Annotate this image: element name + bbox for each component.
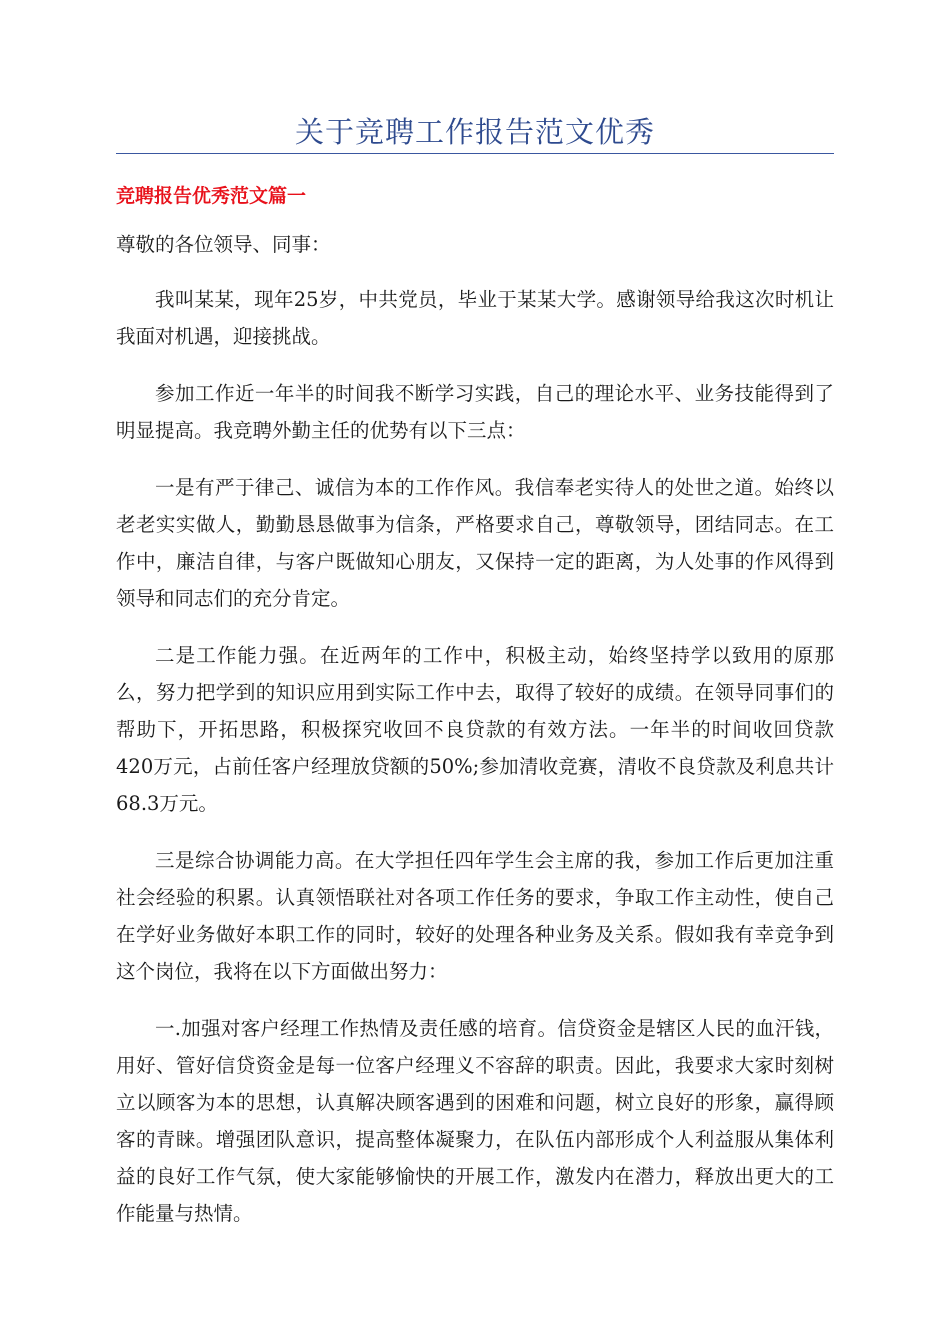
paragraph-point-one: 一是有严于律己、诚信为本的工作作风。我信奉老实待人的处世之道。始终以老老实实做人，勤勤恳恳做事为信条，严格要求自己，尊敬领导，团结同志。在工作中，廉洁自律，与客户既做知心朋友，又保持一定的距离，为人处事的作风得到领导和同志们的充分肯定。 (116, 476, 834, 610)
paragraph-experience: 参加工作近一年半的时间我不断学习实践，自己的理论水平、业务技能得到了明显提高。我竞聘外勤主任的优势有以下三点： (116, 382, 834, 442)
section-heading: 竞聘报告优秀范文篇一 (116, 185, 307, 207)
document-title: 关于竞聘工作报告范文优秀 (294, 115, 655, 149)
paragraph-plan-one: 一.加强对客户经理工作热情及责任感的培育。信贷资金是辖区人民的血汗钱，用好、管好信贷资金是每一位客户经理义不容辞的职责。因此，我要求大家时刻树立以顾客为本的思想，认真解决顾客遇到的困难和问题，树立良好的形象，赢得顾客的青睐。增强团队意识，提高整体凝聚力，在队伍内部形成个人利益服从集体利益的良好工作气氛，使大家能够愉快的开展工作，激发内在潜力，释放出更大的工作能量与热情。 (116, 1017, 834, 1225)
greeting: 尊敬的各位领导、同事： (116, 233, 331, 256)
paragraph-point-three: 三是综合协调能力高。在大学担任四年学生会主席的我，参加工作后更加注重社会经验的积累。认真领悟联社对各项工作任务的要求，争取工作主动性，使自己在学好业务做好本职工作的同时，较好的处理各种业务及关系。假如我有幸竞争到这个岗位，我将在以下方面做出努力： (116, 849, 834, 983)
paragraph-intro: 我叫某某，现年25岁，中共党员，毕业于某某大学。感谢领导给我这次时机让我面对机遇，迎接挑战。 (116, 288, 834, 348)
paragraph-point-two: 二是工作能力强。在近两年的工作中，积极主动，始终坚持学以致用的原那么，努力把学到的知识应用到实际工作中去，取得了较好的成绩。在领导同事们的帮助下，开拓思路，积极探究收回不良贷款的有效方法。一年半的时间收回贷款420万元，占前任客户经理放贷额的50%;参加清收竞赛，清收不良贷款及利息共计68.3万元。 (116, 644, 834, 815)
document-body (116, 226, 834, 1252)
title-underline (116, 153, 834, 154)
